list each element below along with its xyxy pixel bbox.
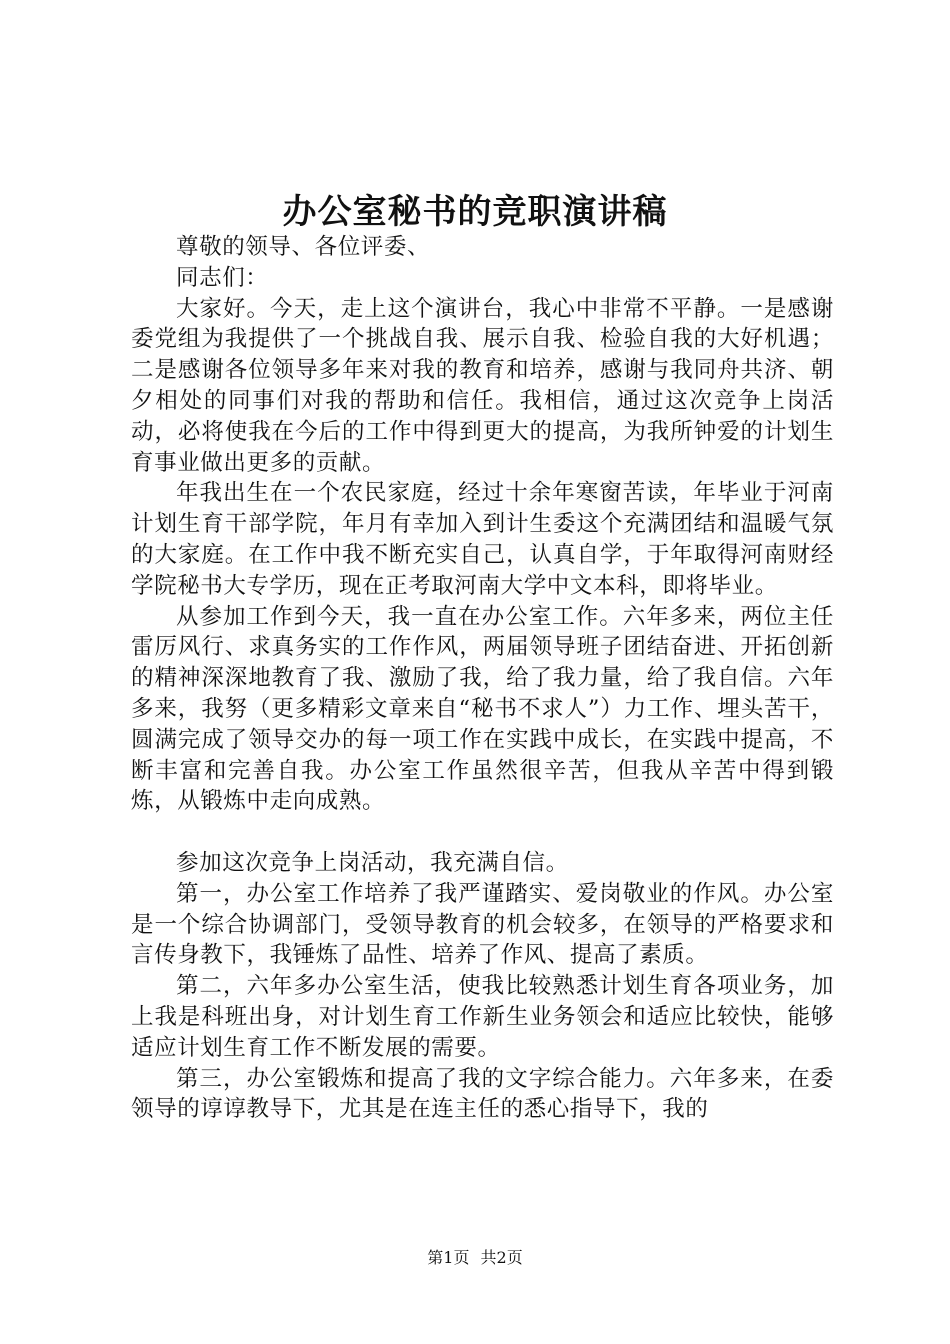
- page-footer: [0, 1245, 950, 1268]
- paragraph: 第一，办公室工作培养了我严谨踏实、爱岗敬业的作风。办公室是一个综合协调部门，受领导教育的机会较多，在领导的严格要求和言传身教下，我锤炼了品性、培养了作风、提高了素质。: [131, 880, 834, 969]
- page-total: 共2页: [480, 1248, 523, 1267]
- paragraph: 参加这次竞争上岗活动，我充满自信。: [176, 849, 569, 876]
- paragraph: 第二，六年多办公室生活，使我比较熟悉计划生育各项业务，加上我是科班出身，对计划生育工作新生业务领会和适应比较快，能够适应计划生育工作不断发展的需要。: [131, 973, 834, 1061]
- paragraph-gap: [131, 817, 834, 848]
- salutation-line: 尊敬的领导、各位评委、: [176, 234, 431, 260]
- document-body: [131, 232, 834, 1125]
- document-title: 办公室秘书的竞职演讲稿: [282, 192, 668, 232]
- page-number: 第1页: [427, 1248, 470, 1267]
- paragraph: 第三，办公室锻炼和提高了我的文字综合能力。六年多来，在委领导的谆谆教导下，尤其是在连主任的悉心指导下，我的: [131, 1065, 834, 1123]
- paragraph: 大家好。今天，走上这个演讲台，我心中非常不平静。一是感谢委党组为我提供了一个挑战自我、展示自我、检验自我的大好机遇；二是感谢各位领导多年来对我的教育和培养，感谢与我同舟共济、朝夕相处的同事们对我的帮助和信任。我相信，通过这次竞争上岗活动，必将使我在今后的工作中得到更大的提高，为我所钟爱的计划生育事业做出更多的贡献。: [131, 295, 834, 476]
- salutation-line: 同志们：: [176, 264, 269, 291]
- paragraph: 年我出生在一个农民家庭，经过十余年寒窗苦读，年毕业于河南计划生育干部学院，年月有幸加入到计生委这个充满团结和温暖气氛的大家庭。在工作中我不断充实自己，认真自学，于年取得河南财经学院秘书大专学历，现在正考取河南大学中文本科，即将毕业。: [131, 480, 834, 599]
- paragraph: 从参加工作到今天，我一直在办公室工作。六年多来，两位主任雷厉风行、求真务实的工作作风，两届领导班子团结奋进、开拓创新的精神深深地教育了我、激励了我，给了我力量，给了我自信。六年多来，我努（更多精彩文章来自“秘书不求人”）力工作、埋头苦干，圆满完成了领导交办的每一项工作在实践中成长，在实践中提高，不断丰富和完善自我。办公室工作虽然很辛苦，但我从辛苦中得到锻炼，从锻炼中走向成熟。: [131, 603, 834, 815]
